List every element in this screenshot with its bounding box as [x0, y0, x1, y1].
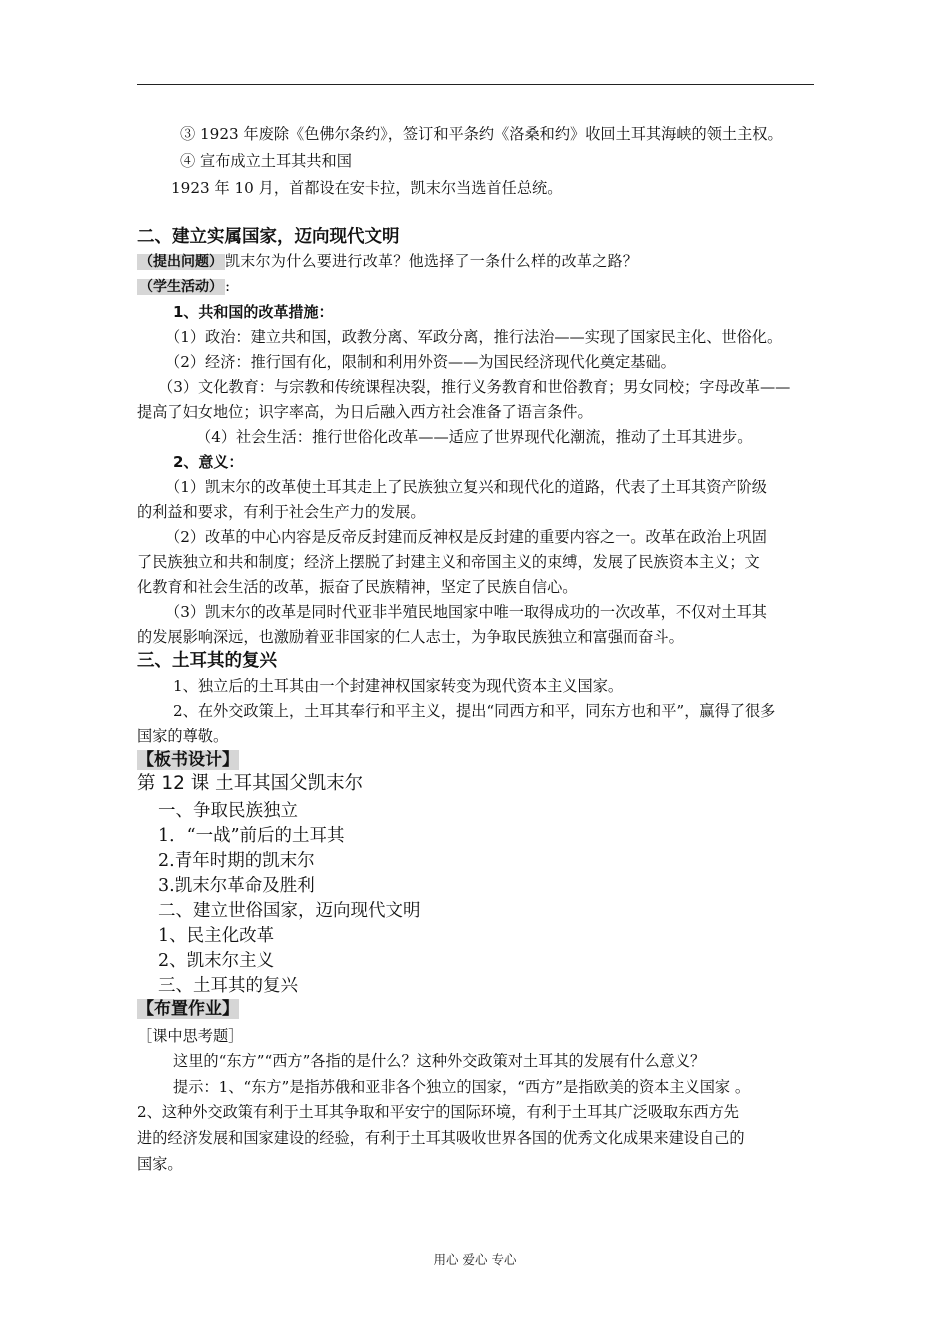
- measure-economy: （2）经济：推行国有化，限制和利用外资——为国民经济现代化奠定基础。: [165, 353, 676, 371]
- question-row: [137, 250, 638, 273]
- homework-subheading: ［课中思考题］: [137, 1027, 244, 1045]
- homework-heading: 【布置作业】: [137, 999, 239, 1019]
- homework-hint: 提示：1、“东方”是指苏俄和亚非各个独立的国家，“西方”是指欧美的资本主义国家 。: [173, 1078, 751, 1096]
- homework-heading-row: [137, 998, 239, 1020]
- revival-line-2: 2、在外交政策上，土耳其奉行和平主义，提出“同西方和平，同东方也和平”，赢得了很多: [173, 702, 776, 720]
- homework-line: 2、这种外交政策有利于土耳其争取和平安宁的国际环境，有利于土耳其广泛吸取东西方先: [137, 1103, 739, 1121]
- section3-heading: 三、土耳其的复兴: [137, 651, 277, 671]
- board-heading-row: [137, 749, 239, 771]
- meaning-line-7: 的发展影响深远，也激励着亚非国家的仁人志士，为争取民族独立和富强而奋斗。: [137, 628, 684, 646]
- board-item: 二、建立世俗国家，迈向现代文明: [158, 901, 421, 921]
- board-item: 2、凯末尔主义: [158, 951, 275, 971]
- meaning-line-4: 了民族独立和共和制度；经济上摆脱了封建主义和帝国主义的束缚，发展了民族资本主义；文: [137, 553, 760, 571]
- meaning-line-2: 的利益和要求，有利于社会生产力的发展。: [137, 503, 426, 521]
- page-footer: 用心 爱心 专心: [433, 1252, 517, 1267]
- homework-line: 进的经济发展和国家建设的经验，有利于土耳其吸收世界各国的优秀文化成果来建设自己的: [137, 1129, 745, 1147]
- meaning-line-5: 化教育和社会生活的改革，振奋了民族精神，坚定了民族自信心。: [137, 578, 578, 596]
- meaning-line-1: （1）凯末尔的改革使土耳其走上了民族独立复兴和现代化的道路，代表了土耳其资产阶级: [165, 478, 767, 496]
- activity-colon: :: [225, 277, 231, 295]
- republic-line: ④ 宣布成立土耳其共和国: [180, 152, 352, 170]
- measure-social: （4）社会生活：推行世俗化改革——适应了世界现代化潮流，推动了土耳其进步。: [196, 428, 753, 446]
- board-item: 三、土耳其的复兴: [158, 976, 298, 996]
- homework-question: 这里的“东方”“西方”各指的是什么？这种外交政策对土耳其的发展有什么意义？: [173, 1052, 706, 1070]
- treaty-line: ③ 1923 年废除《色佛尔条约》，签订和平条约《洛桑和约》收回土耳其海峡的领土主权。: [180, 125, 783, 143]
- section2-heading: 二、建立实属国家，迈向现代文明: [137, 227, 400, 247]
- board-item: 1．“一战”前后的土耳其: [158, 826, 345, 846]
- lesson-title: 第 12 课 土耳其国父凯末尔: [137, 773, 364, 794]
- question-tag: （提出问题）: [139, 254, 223, 270]
- meaning-line-6: （3）凯末尔的改革是同时代亚非半殖民地国家中唯一取得成功的一次改革，不仅对土耳其: [165, 603, 767, 621]
- meaning-subheading: 2、意义：: [173, 453, 244, 471]
- board-item: 1、民主化改革: [158, 926, 275, 946]
- board-item: 一、争取民族独立: [158, 801, 298, 821]
- header-rule: [137, 84, 814, 85]
- activity-tag: （学生活动）: [139, 279, 223, 295]
- measure-politics: （1）政治：建立共和国，政教分离、军政分离，推行法治——实现了国家民主化、世俗化。: [165, 328, 783, 346]
- board-item: 2.青年时期的凯末尔: [158, 851, 315, 871]
- homework-line: 国家。: [137, 1155, 183, 1173]
- board-item: 3.凯末尔革命及胜利: [158, 876, 315, 896]
- capital-line: 1923 年 10 月，首都设在安卡拉，凯末尔当选首任总统。: [171, 179, 563, 197]
- question-text: 凯末尔为什么要进行改革？他选择了一条什么样的改革之路？: [225, 252, 639, 270]
- revival-line-3: 国家的尊敬。: [137, 727, 229, 745]
- revival-line-1: 1、独立后的土耳其由一个封建神权国家转变为现代资本主义国家。: [173, 677, 624, 695]
- meaning-line-3: （2）改革的中心内容是反帝反封建而反神权是反封建的重要内容之一。改革在政治上巩固: [165, 528, 767, 546]
- activity-row: [137, 275, 230, 298]
- measure-culture: （3）文化教育：与宗教和传统课程决裂，推行义务教育和世俗教育；男女同校；字母改革——: [158, 378, 791, 396]
- measure-culture-cont: 提高了妇女地位；识字率高，为日后融入西方社会准备了语言条件。: [137, 403, 593, 421]
- measures-subheading: 1、共和国的改革措施：: [173, 303, 334, 321]
- board-heading: 【板书设计】: [137, 750, 239, 770]
